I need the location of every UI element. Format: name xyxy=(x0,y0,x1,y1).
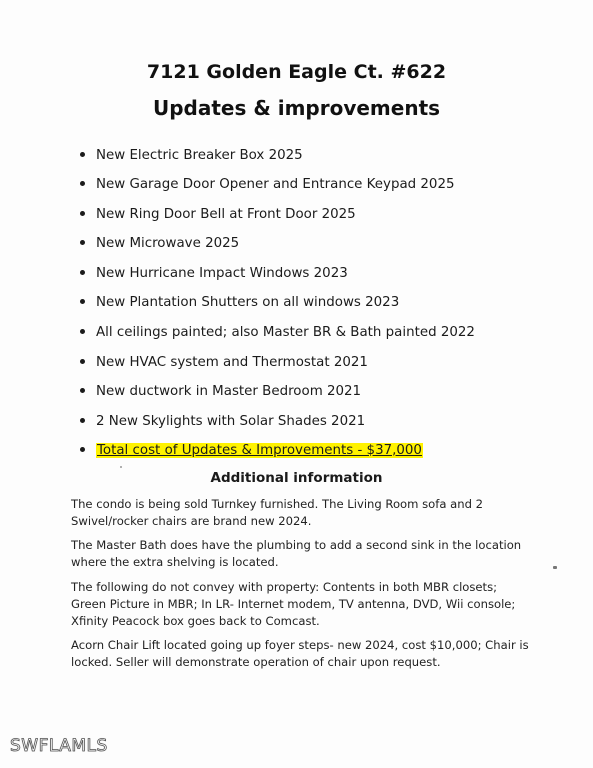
list-item: New Ring Door Bell at Front Door 2025 xyxy=(80,205,356,225)
scan-speck xyxy=(553,566,557,569)
watermark-logo: SWFLAMLS xyxy=(10,736,108,756)
bullet-icon xyxy=(80,181,85,186)
bullet-icon xyxy=(80,447,85,452)
bullet-icon xyxy=(80,329,85,334)
list-item: All ceilings painted; also Master BR & Bath painted 2022 xyxy=(80,323,475,343)
additional-info-heading: Additional information xyxy=(210,470,383,486)
list-item: New Plantation Shutters on all windows 2023 xyxy=(80,293,399,313)
total-cost-highlight: Total cost of Updates & Improvements - $37,000 xyxy=(97,443,422,458)
scan-speck xyxy=(120,466,122,468)
document-subtitle: Updates & improvements xyxy=(152,96,441,120)
bullet-icon xyxy=(80,299,85,304)
bullet-icon xyxy=(80,388,85,393)
bullet-icon xyxy=(80,418,85,423)
list-item: New Electric Breaker Box 2025 xyxy=(80,146,303,166)
bullet-icon xyxy=(80,152,85,157)
document-title: 7121 Golden Eagle Ct. #622 xyxy=(146,61,447,83)
bullet-icon xyxy=(80,270,85,275)
list-item: New HVAC system and Thermostat 2021 xyxy=(80,353,368,373)
paragraph-exclusions: The following do not convey with property: Contents in both MBR closets; Green Picture in MBR; In LR- Internet modem, TV antenna, DVD, Wii console; Xfinity Peacock box goes back to Comcast. xyxy=(71,580,516,628)
list-item: New Hurricane Impact Windows 2023 xyxy=(80,264,348,284)
paragraph-plumbing: The Master Bath does have the plumbing to add a second sink in the location where the extra shelving is located. xyxy=(71,538,522,569)
bullet-icon xyxy=(80,240,85,245)
paragraph-chair-lift: Acorn Chair Lift located going up foyer steps- new 2024, cost $10,000; Chair is locked. Seller will demonstrate operation of chair upon request. xyxy=(71,638,529,669)
list-item: New ductwork in Master Bedroom 2021 xyxy=(80,382,361,402)
list-item: New Garage Door Opener and Entrance Keypad 2025 xyxy=(80,175,455,195)
bullet-icon xyxy=(80,211,85,216)
bullet-icon xyxy=(80,359,85,364)
list-item: New Microwave 2025 xyxy=(80,234,239,254)
paragraph-turnkey: The condo is being sold Turnkey furnished. The Living Room sofa and 2 Swivel/rocker chairs are brand new 2024. xyxy=(71,497,484,528)
list-item: 2 New Skylights with Solar Shades 2021 xyxy=(80,412,365,432)
total-cost-item xyxy=(80,441,423,461)
